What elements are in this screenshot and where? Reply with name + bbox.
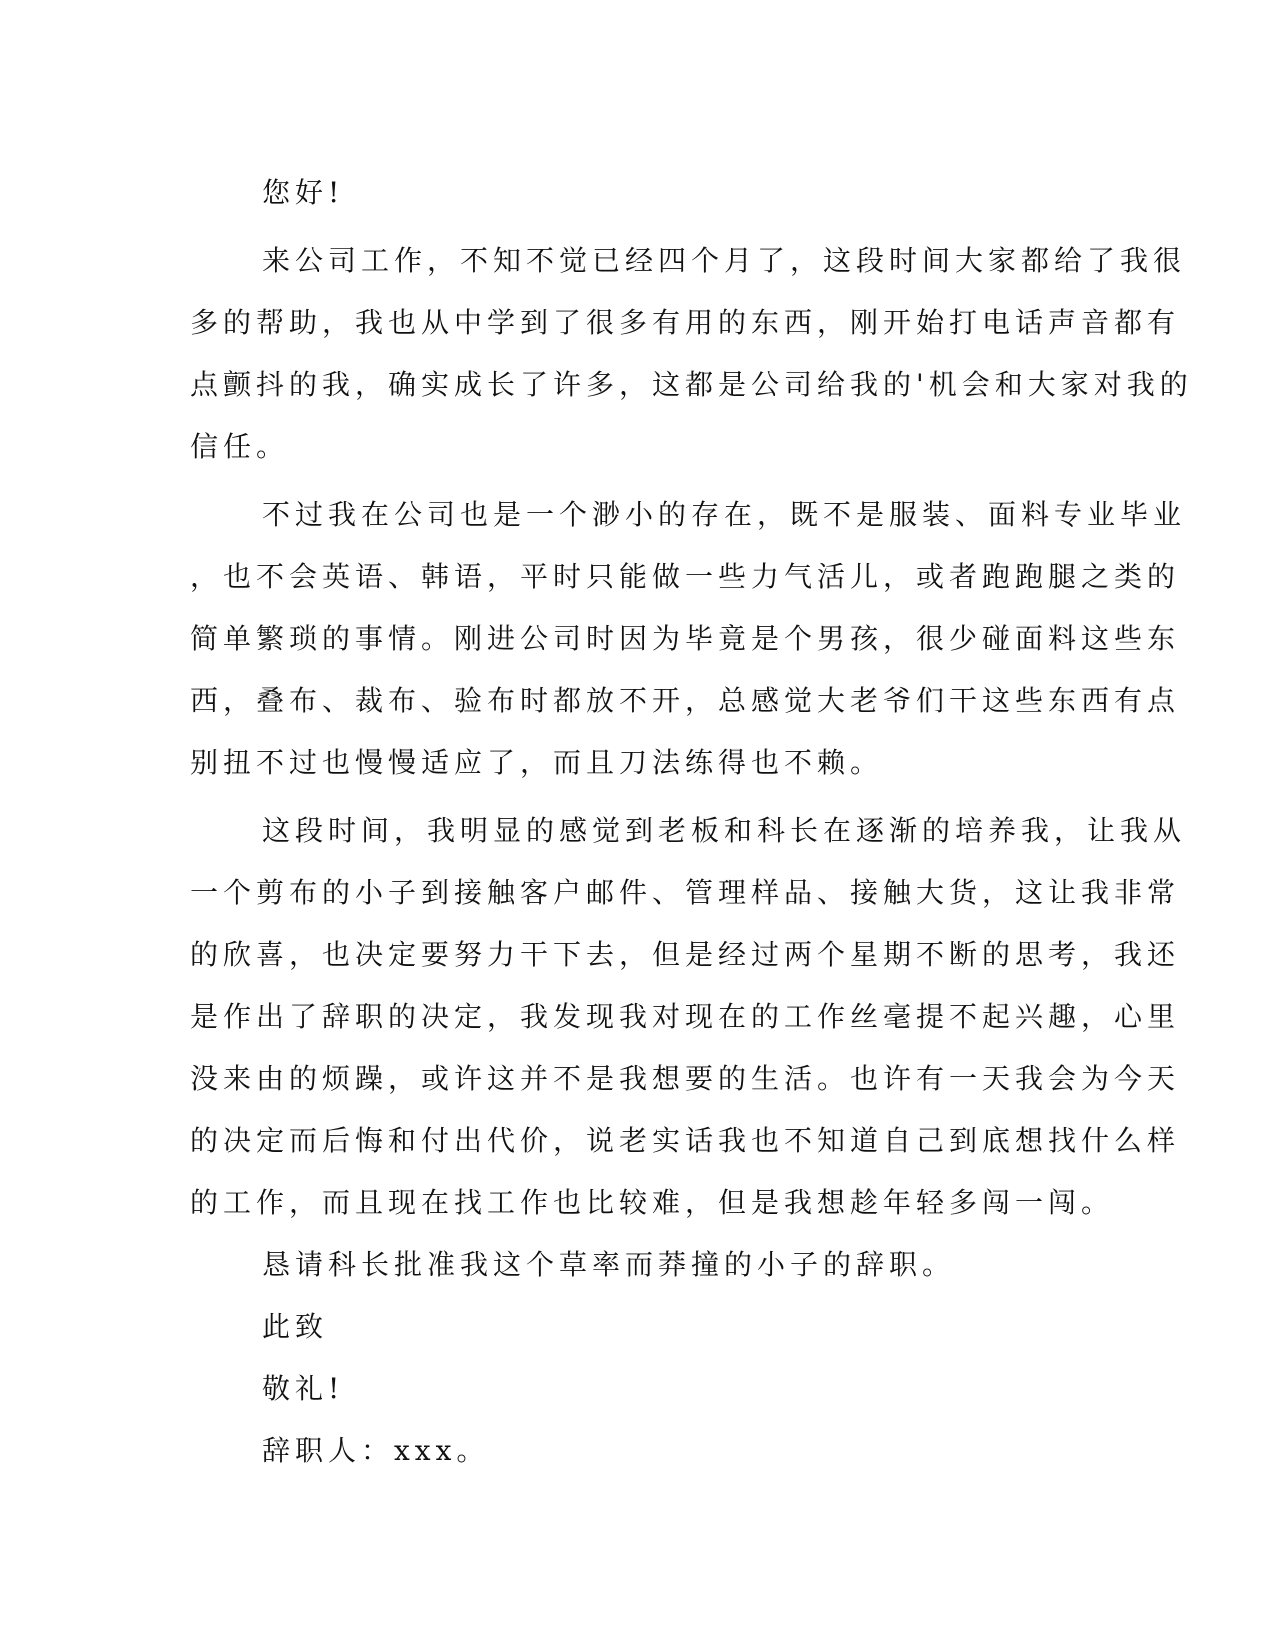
paragraph-line: 来公司工作，不知不觉已经四个月了，这段时间大家都给了我很 <box>262 244 1187 277</box>
paragraph-line: 这段时间，我明显的感觉到老板和科长在逐渐的培养我，让我从 <box>262 814 1187 847</box>
closing-salutation: 此致 <box>262 1310 329 1343</box>
paragraph-line: 不过我在公司也是一个渺小的存在，既不是服装、面料专业毕业 <box>262 498 1187 531</box>
paragraph-line: 的决定而后悔和付出代价，说老实话我也不知道自己到底想找什么样 <box>190 1124 1181 1157</box>
signature: 辞职人：xxx。 <box>262 1434 490 1467</box>
paragraph-line: 的工作，而且现在找工作也比较难，但是我想趁年轻多闯一闯。 <box>190 1186 1115 1219</box>
paragraph-2 <box>190 484 1187 794</box>
paragraph-line: 一个剪布的小子到接触客户邮件、管理样品、接触大货，这让我非常 <box>190 876 1181 909</box>
paragraph-line: 多的帮助，我也从中学到了很多有用的东西，刚开始打电话声音都有 <box>190 306 1181 339</box>
paragraph-line: 简单繁琐的事情。刚进公司时因为毕竟是个男孩，很少碰面料这些东 <box>190 622 1181 655</box>
request-line: 恳请科长批准我这个草率而莽撞的小子的辞职。 <box>262 1248 956 1281</box>
paragraph-line: 的欣喜，也决定要努力干下去，但是经过两个星期不断的思考，我还 <box>190 938 1181 971</box>
resignation-letter <box>190 162 1193 1482</box>
paragraph-line: 信任。 <box>190 430 290 463</box>
paragraph-3 <box>190 800 1187 1234</box>
paragraph-line: 没来由的烦躁，或许这并不是我想要的生活。也许有一天我会为今天 <box>190 1062 1181 1095</box>
paragraph-line: 西，叠布、裁布、验布时都放不开，总感觉大老爷们干这些东西有点 <box>190 684 1181 717</box>
closing-regards: 敬礼! <box>262 1372 345 1405</box>
paragraph-line: 别扭不过也慢慢适应了，而且刀法练得也不赖。 <box>190 746 884 779</box>
paragraph-1 <box>190 230 1193 478</box>
paragraph-line: 点颤抖的我，确实成长了许多，这都是公司给我的'机会和大家对我的 <box>190 368 1193 401</box>
greeting: 您好! <box>262 176 345 209</box>
paragraph-line: ，也不会英语、韩语，平时只能做一些力气活儿，或者跑跑腿之类的 <box>190 560 1181 593</box>
paragraph-line: 是作出了辞职的决定，我发现我对现在的工作丝毫提不起兴趣，心里 <box>190 1000 1181 1033</box>
